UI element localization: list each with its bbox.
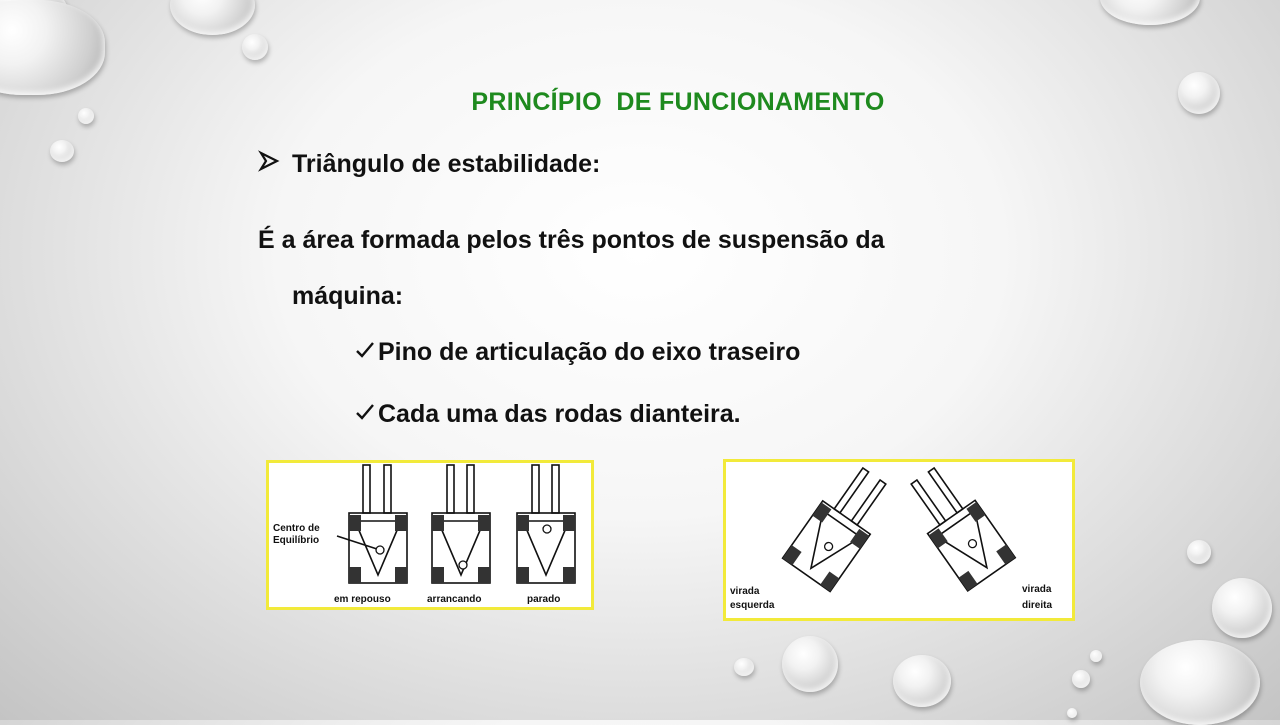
check-item [355,400,741,429]
paragraph-line-1: É a área formada pelos três pontos de suspensão da [258,226,885,254]
caption-virada-esquerda-1: virada [730,586,760,597]
water-drop-decoration [734,658,754,676]
center-label-line-1: Centro de [273,523,320,534]
check-text: Cada uma das rodas dianteira. [378,400,741,428]
stability-figure-left [266,460,594,610]
check-text: Pino de articulação do eixo traseiro [378,338,801,366]
stability-figure-right [723,459,1075,621]
caption-virada-direita-2: direita [1022,600,1053,611]
water-drop-decoration [50,140,74,162]
check-item [355,338,800,367]
water-drop-decoration [893,655,951,707]
water-drop-decoration [1140,640,1260,725]
caption-em-repouso: em repouso [334,594,391,605]
bullet-text: Triângulo de estabilidade: [292,150,601,178]
center-label-line-2: Equilíbrio [273,535,320,546]
forklift-turn-drawing [726,462,1072,618]
caption-virada-esquerda-2: esquerda [730,600,775,611]
arrow-bullet-icon [258,150,284,179]
forklift-triangles-drawing [269,463,591,607]
water-drop-decoration [1212,578,1272,638]
water-drop-decoration [782,636,838,692]
water-drop-decoration [1187,540,1211,564]
bullet-item [258,150,600,179]
water-drop-decoration [1072,670,1090,688]
slide-title: PRINCÍPIO DE FUNCIONAMENTO [471,88,885,116]
definition-paragraph [258,212,1078,324]
water-drop-decoration [1090,650,1102,662]
water-drop-decoration [242,34,268,60]
paragraph-line-2: máquina: [292,282,404,310]
water-drop-decoration [1067,708,1077,718]
caption-virada-direita-1: virada [1022,584,1052,595]
water-drop-decoration [0,0,105,95]
check-icon [355,400,377,429]
check-icon [355,338,377,367]
water-drop-decoration [170,0,255,35]
water-drop-decoration [1100,0,1200,25]
caption-parado: parado [527,594,561,605]
caption-arrancando: arrancando [427,594,482,605]
